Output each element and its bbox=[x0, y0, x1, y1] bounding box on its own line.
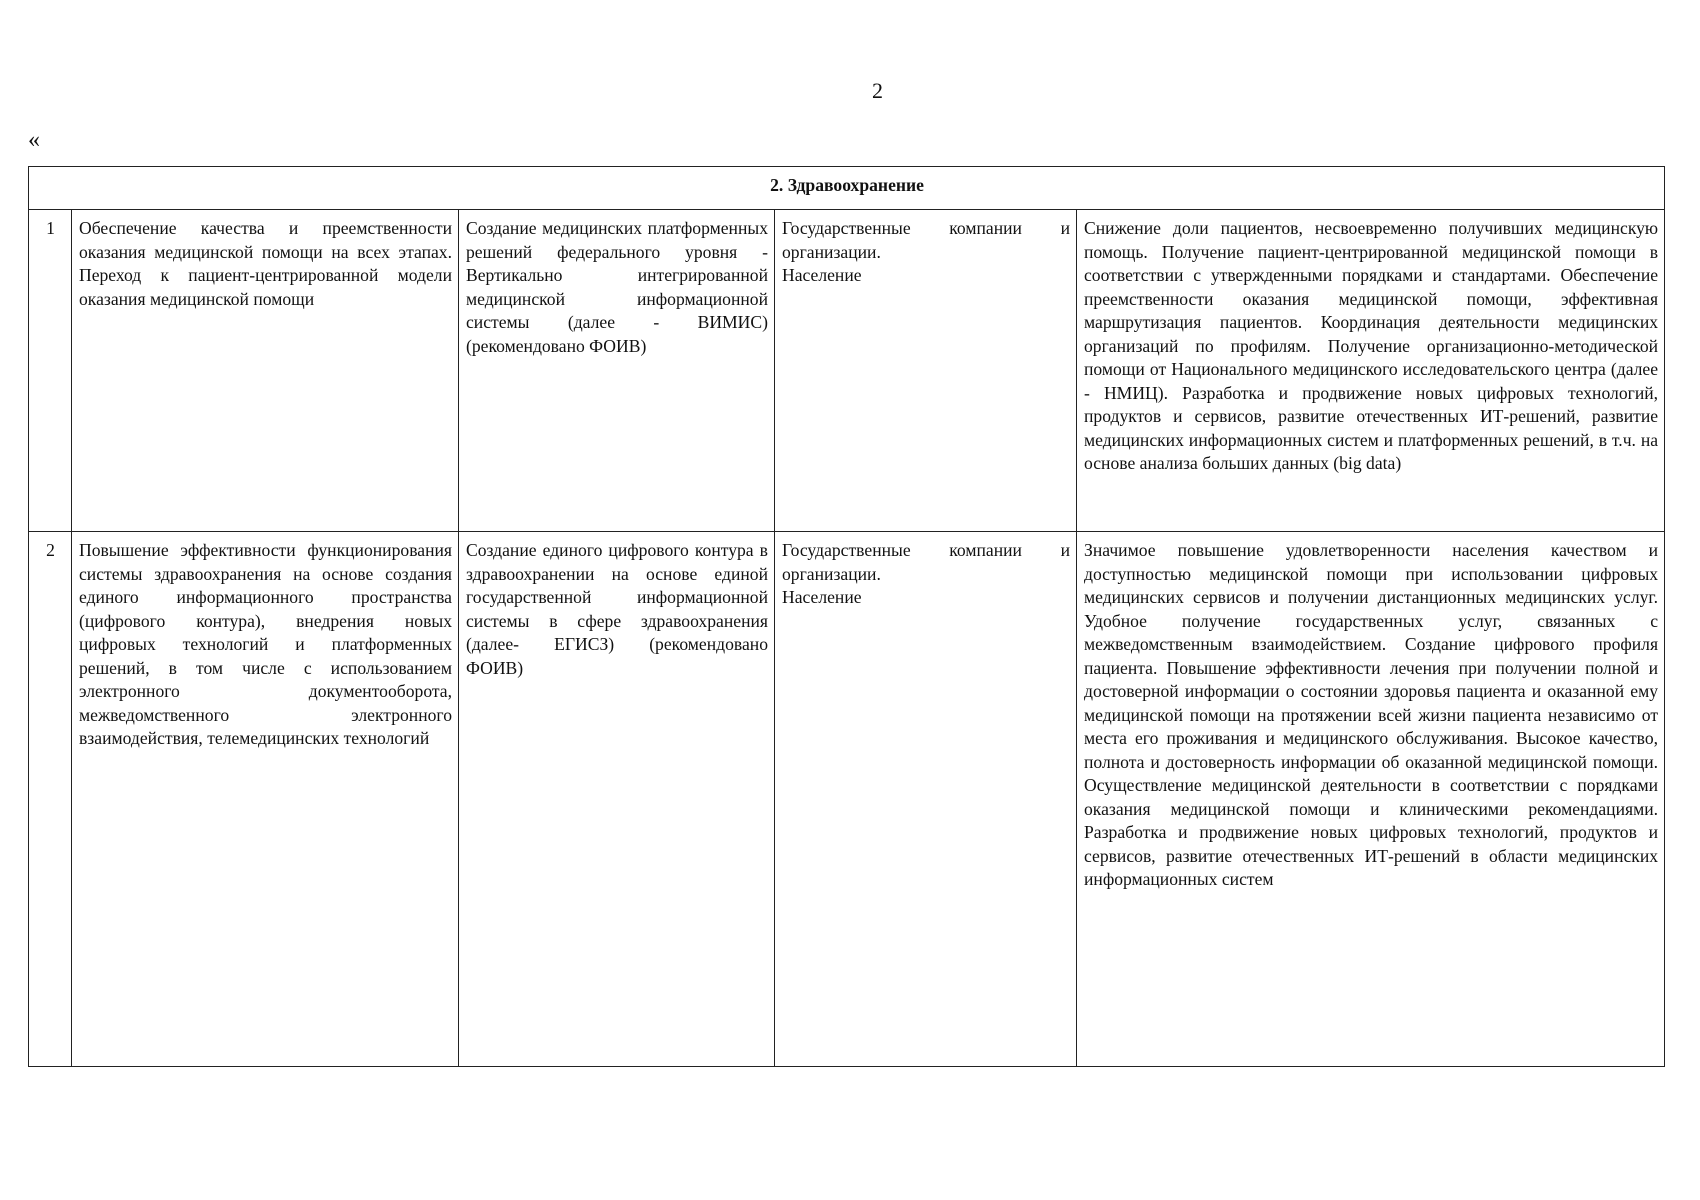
row-number: 1 bbox=[29, 210, 72, 532]
section-title: 2. Здравоохранение bbox=[29, 167, 1665, 210]
effects-cell: Значимое повышение удовлетворенности населения качеством и доступностью медицинской помощи при использовании цифровых медицинских сервисов и получении дистанционных медицинских услуг. Удобное получение государственных услуг, связанных с межведомственным взаимодействием. Создание цифрового профиля пациента. Повышение эффективности лечения при получении полной и достоверной информации о состоянии здоровья пациента и оказанной ему медицинской помощи на протяжении всей жизни пациента независимо от места его проживания и медицинского обслуживания. Высокое качество, полнота и достоверность информации об оказанной медицинской помощи. Осуществление медицинской деятельности в соответствии с порядками оказания медицинской помощи и клиническими рекомендациями. Разработка и продвижение новых цифровых технологий, продуктов и сервисов, развитие отечественных ИТ-решений в области медицинских информационных систем bbox=[1077, 532, 1665, 1067]
page-number: 2 bbox=[872, 78, 883, 103]
solution-cell: Создание медицинских платформенных решений федерального уровня - Вертикально интегрированной медицинской информационной системы (далее - ВИМИС) (рекомендовано ФОИВ) bbox=[459, 210, 775, 532]
beneficiaries-cell: Государственные компании и организации. Население bbox=[775, 532, 1077, 1067]
opening-quote-mark: « bbox=[28, 127, 40, 153]
table-row bbox=[29, 210, 1665, 532]
goal-cell: Повышение эффективности функционирования системы здравоохранения на основе создания единого информационного пространства (цифрового контура), внедрения новых цифровых технологий и платформенных решений, в том числе с использованием электронного документооборота, межведомственного электронного взаимодействия, телемедицинских технологий bbox=[72, 532, 459, 1067]
healthcare-table bbox=[28, 166, 1665, 1067]
section-header-row bbox=[29, 167, 1665, 210]
beneficiaries-cell: Государственные компании и организации. Население bbox=[775, 210, 1077, 532]
table-row bbox=[29, 532, 1665, 1067]
solution-cell: Создание единого цифрового контура в здравоохранении на основе единой государственной информационной системы в сфере здравоохранения (далее- ЕГИСЗ) (рекомендовано ФОИВ) bbox=[459, 532, 775, 1067]
effects-cell: Снижение доли пациентов, несвоевременно получивших медицинскую помощь. Получение пациент-центрированной медицинской помощи в соответствии с утвержденными порядками и стандартами. Обеспечение преемственности оказания медицинской помощи, эффективная маршрутизация пациентов. Координация деятельности медицинских организаций по профилям. Получение организационно-методической помощи от Национального медицинского исследовательского центра (далее - НМИЦ). Разработка и продвижение новых цифровых технологий, продуктов и сервисов, развитие отечественных ИТ-решений, развитие медицинских информационных систем и платформенных решений, в т.ч. на основе анализа больших данных (big data) bbox=[1077, 210, 1665, 532]
goal-cell: Обеспечение качества и преемственности оказания медицинской помощи на всех этапах. Переход к пациент-центрированной модели оказания медицинской помощи bbox=[72, 210, 459, 532]
row-number: 2 bbox=[29, 532, 72, 1067]
